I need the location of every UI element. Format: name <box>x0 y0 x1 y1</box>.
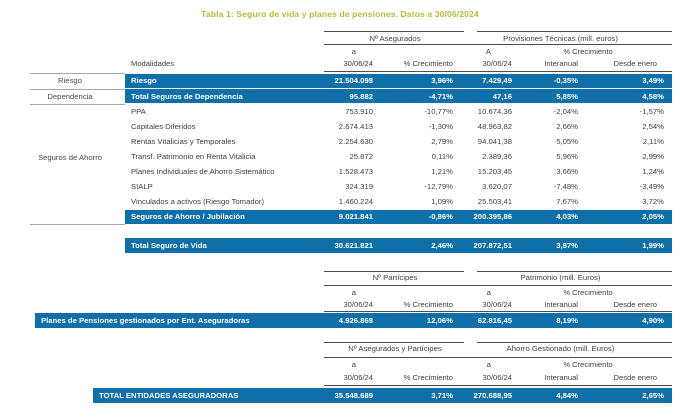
cell: 2,11% <box>642 137 664 146</box>
subheader-a1: a <box>351 360 356 369</box>
cell: 8,19% <box>556 316 578 325</box>
cell: 2,99% <box>642 152 664 161</box>
col-header-growth1: % Crecimiento <box>403 372 453 382</box>
cell: 3,96% <box>431 76 453 85</box>
cell: 1.528.473 <box>338 167 373 176</box>
cell: 3,72% <box>642 197 664 206</box>
cell: 3,87% <box>556 241 578 250</box>
table-row <box>125 194 672 209</box>
column-group-participes: Nº Partícipes <box>372 273 418 282</box>
row-label: Vinculados a activos (Riesgo Tomador) <box>131 197 265 206</box>
cell: 3,66% <box>556 167 578 176</box>
header-rule <box>324 44 672 45</box>
header-rule <box>477 271 672 272</box>
header-rule <box>324 285 672 286</box>
header-rule <box>324 311 672 312</box>
row-label: Rentas Vitalicias y Temporales <box>131 137 236 146</box>
cell: -1,57% <box>639 107 664 116</box>
cell: 2.389,36 <box>482 152 512 161</box>
cell: 9.021.841 <box>338 212 373 221</box>
table-row <box>125 164 672 179</box>
cell: 5,96% <box>556 152 578 161</box>
col-header-date2: 30/06/24 <box>482 59 512 68</box>
cell: -12,79% <box>424 182 453 191</box>
header-rule <box>324 71 672 72</box>
cell: 2,66% <box>556 122 578 131</box>
subheader-row-b <box>300 59 664 68</box>
cell: 48.963,82 <box>477 122 512 131</box>
cell: 62.816,45 <box>477 316 512 325</box>
row-label: SIALP <box>131 182 153 191</box>
cell: 2,05% <box>642 212 664 221</box>
cell: 4.926.868 <box>338 316 373 325</box>
row-group-label-riesgo: Riesgo <box>58 76 82 85</box>
row-label: Planes de Pensiones gestionados por Ent. Aseguradoras <box>41 316 250 325</box>
cell: 21.504.098 <box>334 76 373 85</box>
col-header-growth1: % Crecimiento <box>403 299 453 309</box>
header-rule <box>324 31 464 32</box>
modalidades-label: Modalidades <box>131 59 175 68</box>
total-row-seguro-de-vida <box>125 238 672 253</box>
cell: 2.254.630 <box>338 137 373 146</box>
gutter-divider <box>30 104 125 105</box>
cell: -10,77% <box>424 107 453 116</box>
subheader-a1: a <box>351 288 356 297</box>
cell: 1.460.224 <box>338 197 373 206</box>
cell: -4,71% <box>428 91 453 101</box>
row-planes-de-pensiones <box>35 313 672 328</box>
gutter-divider <box>30 89 125 90</box>
subheader-a1: a <box>351 47 356 56</box>
row-label: Planes Individuales de Ahorro Sistemático <box>131 167 275 176</box>
header-rule <box>477 31 672 32</box>
row-group-label-dependencia: Dependencia <box>47 91 93 101</box>
cell: 7,67% <box>556 197 578 206</box>
subheader-growth: % Crecimiento <box>563 47 613 56</box>
cell: 4,03% <box>556 212 578 221</box>
table-row <box>125 210 672 224</box>
cell: 753.910 <box>345 107 373 116</box>
cell: 324.319 <box>345 182 373 191</box>
cell: 94.041,38 <box>477 137 512 146</box>
header-rule <box>324 342 464 343</box>
col-header-desde-enero: Desde enero <box>613 59 657 68</box>
column-group-asegurados-participes: Nº Asegurados y Partícipes <box>348 344 442 353</box>
cell: 95.882 <box>349 91 373 101</box>
cell: 2,65% <box>642 390 664 400</box>
cell: 25.872 <box>349 152 373 161</box>
header-rule <box>324 271 464 272</box>
row-total-entidades <box>93 388 672 404</box>
cell: 3.620,07 <box>482 182 512 191</box>
col-header-date1: 30/06/24 <box>343 372 373 382</box>
row-label: Riesgo <box>131 76 157 85</box>
cell: 7.429,49 <box>482 76 512 85</box>
header-rule <box>324 385 672 386</box>
row-label: PPA <box>131 107 146 116</box>
row-label: Capitales Diferidos <box>131 122 196 131</box>
cell: 2,54% <box>642 122 664 131</box>
cell: 4,58% <box>642 91 664 101</box>
subheader-a2: A <box>485 47 491 56</box>
subheader-row-b <box>300 300 664 309</box>
table-row <box>125 149 672 164</box>
gutter-divider <box>30 224 125 225</box>
cell: -7,48% <box>553 182 578 191</box>
row-label: Total Seguro de Vida <box>131 241 207 250</box>
col-header-desde-enero: Desde enero <box>613 372 657 382</box>
cell: 5,05% <box>556 137 578 146</box>
col-header-date2: 30/06/24 <box>482 299 512 309</box>
column-group-ahorro-gestionado: Ahorro Gestionado (mill. Euros) <box>506 344 615 353</box>
table-row <box>125 104 672 119</box>
cell: 15.203,45 <box>477 167 512 176</box>
cell: 10.674,36 <box>477 107 512 116</box>
table-row <box>125 119 672 134</box>
col-header-interanual: Interanual <box>544 59 578 68</box>
subheader-a2: a <box>486 360 491 369</box>
col-header-growth1: % Crecimiento <box>403 59 453 68</box>
row-label: Total Seguros de Dependencia <box>131 91 243 101</box>
cell: 25.503,41 <box>477 197 512 206</box>
col-header-interanual: Interanual <box>544 299 578 309</box>
cell: -1,30% <box>428 122 453 131</box>
subheader-growth: % Crecimiento <box>563 288 613 297</box>
cell: 1,21% <box>431 167 453 176</box>
cell: -0,35% <box>553 76 578 85</box>
cell: 1,09% <box>431 197 453 206</box>
cell: 2.674.413 <box>338 122 373 131</box>
subheader-row-b <box>300 373 664 382</box>
cell: -2,04% <box>553 107 578 116</box>
cell: 5,85% <box>556 91 578 101</box>
cell: 12,06% <box>426 316 453 325</box>
row-label: Transf. Patrimonio en Renta Vitalicia <box>131 152 256 161</box>
table-row <box>125 179 672 194</box>
cell: 3,49% <box>642 76 664 85</box>
cell: 4,90% <box>642 316 664 325</box>
column-group-asegurados: Nº Asegurados <box>369 33 421 43</box>
column-group-patrimonio: Patrimonio (mill. Euros) <box>520 273 601 282</box>
cell: 1,99% <box>642 241 664 250</box>
column-group-provisiones: Provisiones Técnicas (mill. euros) <box>503 33 618 43</box>
cell: 207.872,51 <box>473 241 512 250</box>
cell: 1,24% <box>642 167 664 176</box>
col-header-date2: 30/06/24 <box>482 372 512 382</box>
cell: -0,86% <box>428 212 453 221</box>
row-label: Seguros de Ahorro / Jubilación <box>131 212 245 221</box>
col-header-date1: 30/06/24 <box>343 299 373 309</box>
subheader-row-a <box>300 47 664 56</box>
header-rule <box>477 342 672 343</box>
cell: 2,79% <box>431 137 453 146</box>
table-title: Tabla 1: Seguro de vida y planes de pensiones. Datos a 30/06/2024 <box>201 9 479 19</box>
table-row <box>125 74 672 88</box>
col-header-interanual: Interanual <box>544 372 578 382</box>
subheader-row-a <box>300 360 664 369</box>
subheader-growth: % Crecimiento <box>563 360 613 369</box>
header-rule <box>324 357 672 358</box>
table-row <box>125 134 672 149</box>
cell: 0,11% <box>431 152 453 161</box>
cell: 2,46% <box>431 241 453 250</box>
cell: 3,71% <box>431 390 453 400</box>
cell: 35.548.689 <box>334 390 373 400</box>
row-group-label-seguros-de-ahorro: Seguros de Ahorro <box>37 153 103 162</box>
gutter-divider <box>30 73 125 74</box>
col-header-date1: 30/06/24 <box>343 59 373 68</box>
cell: 4,84% <box>556 390 578 400</box>
col-header-desde-enero: Desde enero <box>613 299 657 309</box>
cell: 200.395,86 <box>473 212 512 221</box>
cell: 30.621.821 <box>334 241 373 250</box>
subheader-a2: a <box>486 288 491 297</box>
subheader-row-a <box>300 288 664 297</box>
table-row <box>125 89 672 103</box>
row-label: TOTAL ENTIDADES ASEGURADORAS <box>99 390 239 400</box>
cell: 270.688,95 <box>473 390 512 400</box>
cell: -3,49% <box>639 182 664 191</box>
cell: 47,16 <box>492 91 512 101</box>
